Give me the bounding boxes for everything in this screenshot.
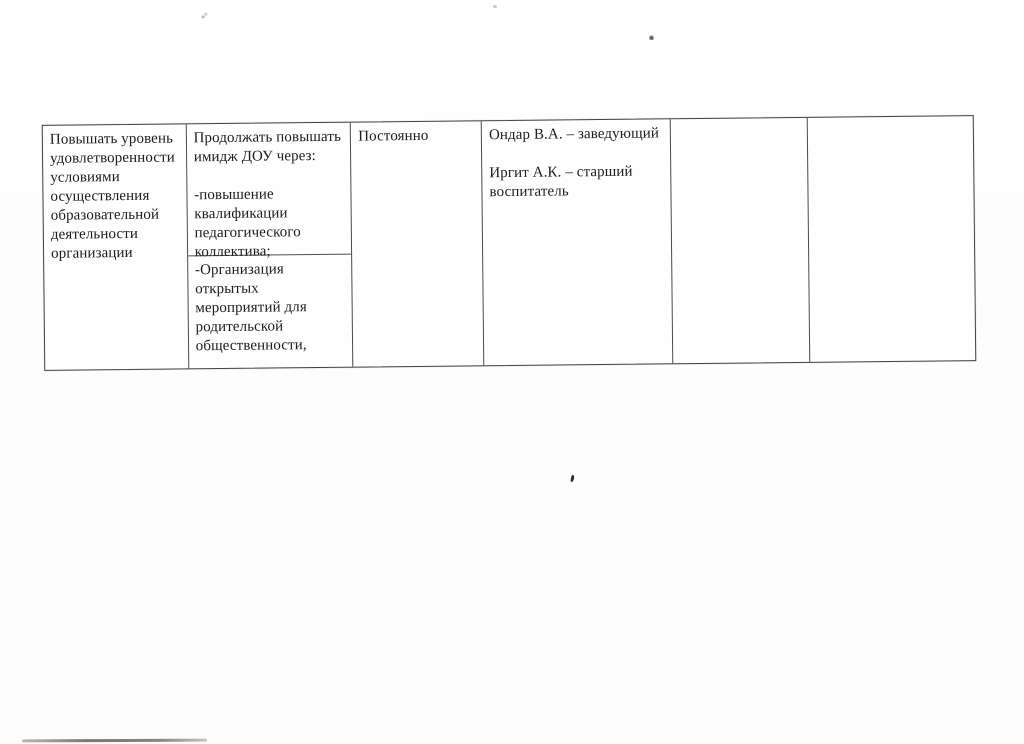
empty-cell-text-1 [670,118,807,128]
measures-bottom-text: -Организация открытых мероприятий для родительской общественности, [194,261,307,355]
cell-empty-1 [670,118,810,363]
scan-comma-mark [570,475,574,482]
cell-measures [186,123,353,369]
empty-cell-text-2 [808,116,973,127]
scan-speck-3 [649,34,654,40]
cell-responsible [482,119,673,365]
cell-period [351,121,484,366]
scan-bottom-line [22,739,207,743]
measures-top-text: Продолжать повышать имидж ДОУ через: -повышение квалификации педагогического коллектива; [193,128,342,261]
cell-empty-2 [808,116,975,362]
scan-speck-1 [201,12,208,19]
period-text: Постоянно [358,127,429,145]
goal-text: Повышать уровень удовлетворенности условиями осуществления образовательной деятельности организации [49,130,175,262]
cell-measures-bottom [188,255,353,369]
scan-speck-2 [493,5,497,8]
cell-goal [43,124,189,369]
plan-table [42,115,977,371]
cell-measures-top [186,123,351,261]
responsible-text: Ондар В.А. – заведующий Иргит А.К. – старший воспитатель [488,125,660,201]
